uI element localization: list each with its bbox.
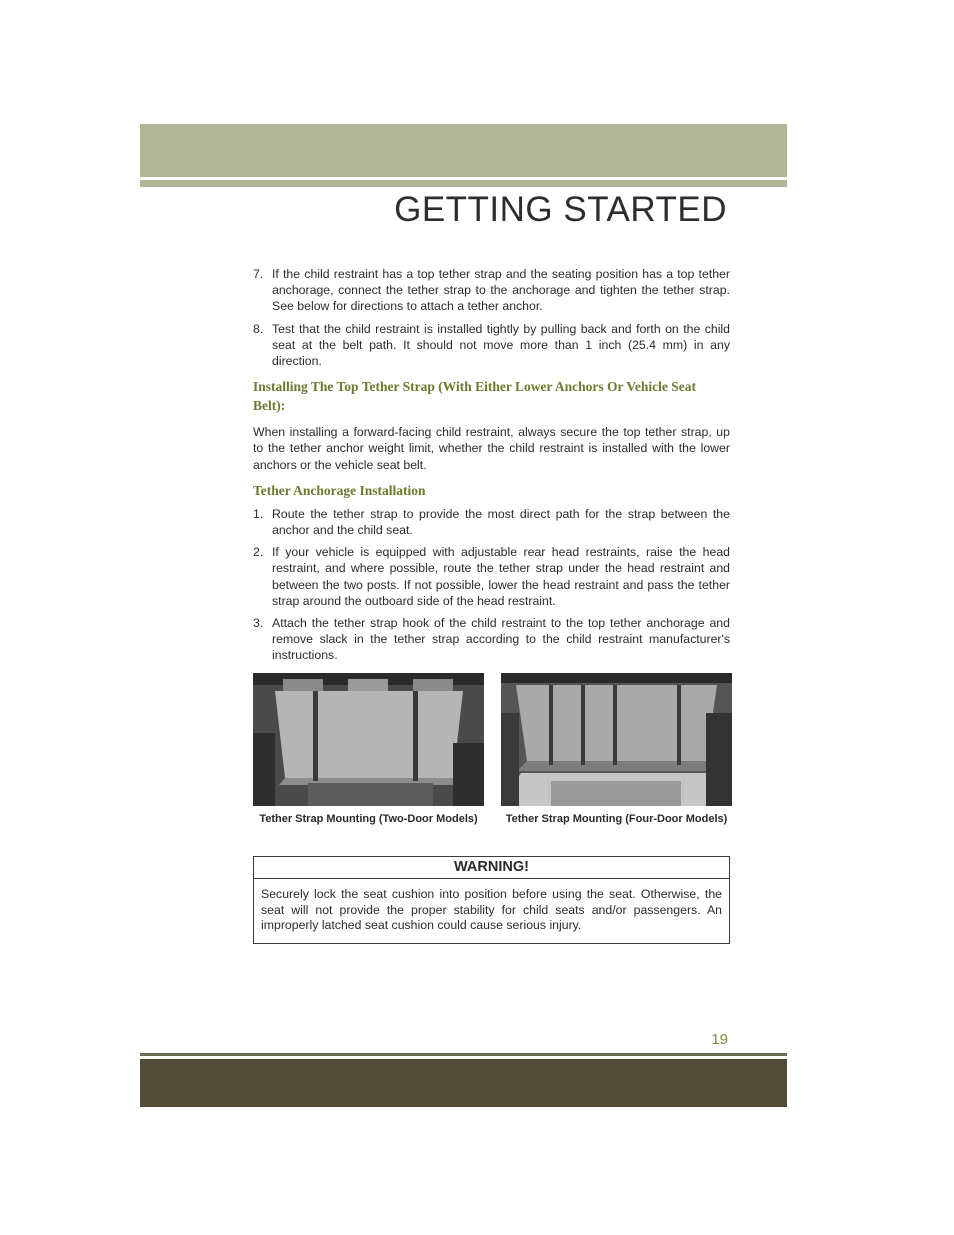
list-item — [253, 615, 730, 664]
figure-four-door — [501, 673, 732, 826]
step-number: 8. — [253, 321, 264, 336]
warning-box — [253, 856, 730, 944]
four-door-seat-photo — [501, 673, 732, 806]
list-item — [253, 266, 730, 315]
step-text: If the child restraint has a top tether strap and the seating position has a top tether anchorage, connect the tether strap to the anchorage and tighten the tether strap. See below for directions to attach a tether anchor. — [272, 267, 730, 314]
figure-two-door — [253, 673, 484, 826]
header-band — [140, 124, 787, 177]
figure-caption: Tether Strap Mounting (Four-Door Models) — [505, 812, 728, 825]
step-number: 3. — [253, 616, 264, 631]
figure-caption: Tether Strap Mounting (Two-Door Models) — [259, 812, 478, 825]
warning-title: WARNING! — [254, 857, 729, 879]
step-number: 7. — [253, 267, 264, 281]
body-paragraph: When installing a forward-facing child restraint, always secure the top tether strap, up to the tether anchor weight limit, whether the child restraint is installed with the lower anchors or the vehicle seat belt. — [253, 425, 730, 472]
steps-list-installation — [253, 506, 730, 664]
warning-body: Securely lock the seat cushion into position before using the seat. Otherwise, the seat will not provide the proper stability for child seats and/or passengers. An improperly latched seat cushion could cause serious injury. — [261, 887, 722, 932]
step-number: 1. — [253, 506, 264, 521]
step-text: Test that the child restraint is installed tightly by pulling back and forth on the child seat at the belt path. It should not move more than 1 inch (25.4 mm) in any direction. — [272, 321, 730, 369]
step-number: 2. — [253, 545, 264, 560]
figures-row — [253, 673, 732, 826]
footer-rule — [140, 1053, 787, 1056]
step-text: Route the tether strap to provide the most direct path for the strap between the anchor and the child seat. — [272, 506, 730, 538]
section-heading-top-tether: Installing The Top Tether Strap (With Either Lower Anchors Or Vehicle Seat Belt): — [253, 379, 696, 414]
steps-list-continued — [253, 266, 730, 369]
list-item — [253, 321, 730, 370]
list-item — [253, 506, 730, 538]
step-text: Attach the tether strap hook of the child restraint to the top tether anchorage and remove slack in the tether strap according to the child restraint manufacturer's instructions. — [272, 616, 730, 663]
header-rule — [140, 180, 787, 187]
main-content — [253, 266, 730, 826]
page-number: 19 — [711, 1031, 728, 1048]
two-door-seat-photo — [253, 673, 484, 806]
section-heading-tether-anchorage: Tether Anchorage Installation — [253, 482, 426, 498]
footer-band — [140, 1059, 787, 1107]
page-title: GETTING STARTED — [394, 190, 727, 229]
step-text: If your vehicle is equipped with adjustable rear head restraints, raise the head restraint, and where possible, route the tether strap under the head restraint and between the two posts. If not possible, lower the head restraint and pass the tether strap around the outboard side of the head restraint. — [272, 545, 730, 608]
list-item — [253, 544, 730, 609]
